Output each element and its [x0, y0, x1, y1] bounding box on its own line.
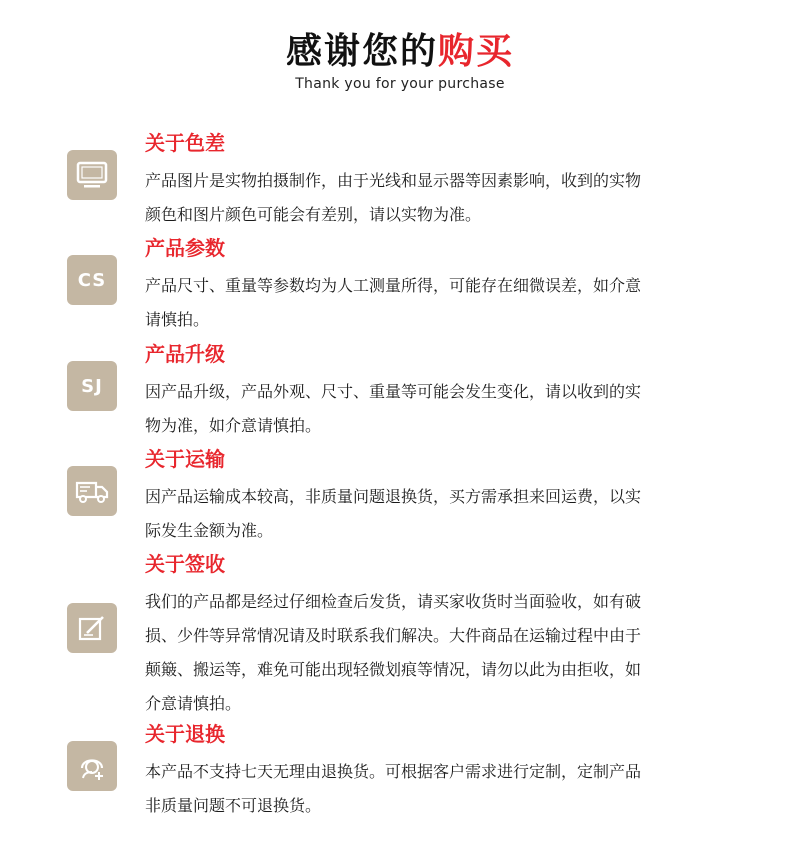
body-line: 本产品不支持七天无理由退换货。可根据客户需求进行定制，定制产品 — [145, 762, 642, 781]
page-title — [0, 30, 800, 74]
body-line: 产品图片是实物拍摄制作，由于光线和显示器等因素影响，收到的实物 — [145, 171, 642, 190]
cs-icon-text: CS — [77, 269, 107, 291]
sj-icon — [67, 361, 117, 411]
page-header — [0, 30, 800, 92]
section-body — [145, 585, 745, 721]
title-part-dark: 感谢您的 — [285, 31, 438, 72]
body-line: 颜色和图片颜色可能会有差别，请以实物为准。 — [145, 205, 482, 224]
section-heading: 关于运输 — [145, 447, 225, 471]
body-line: 我们的产品都是经过仔细检查后发货，请买家收货时当面验收，如有破 — [145, 592, 642, 611]
section-heading: 关于签收 — [145, 552, 225, 576]
page-subtitle: Thank you for your purchase — [295, 76, 505, 92]
title-part-red: 购买 — [438, 31, 515, 72]
section-body — [145, 164, 745, 232]
section-heading: 关于退换 — [145, 722, 225, 746]
section-body — [145, 755, 745, 823]
body-line: 物为准，如介意请慎拍。 — [145, 416, 322, 435]
section-body — [145, 269, 745, 337]
section-body — [145, 375, 745, 443]
body-line: 介意请慎拍。 — [145, 694, 242, 713]
body-line: 请慎拍。 — [145, 310, 210, 329]
body-line: 因产品升级，产品外观、尺寸、重量等可能会发生变化，请以收到的实 — [145, 382, 642, 401]
monitor-icon — [67, 150, 117, 200]
section-heading: 关于色差 — [145, 131, 225, 155]
sign-icon — [67, 603, 117, 653]
section-body — [145, 480, 745, 548]
truck-icon — [67, 466, 117, 516]
cs-icon — [67, 255, 117, 305]
body-line: 产品尺寸、重量等参数均为人工测量所得，可能存在细微误差，如介意 — [145, 276, 642, 295]
body-line: 损、少件等异常情况请及时联系我们解决。大件商品在运输过程中由于 — [145, 626, 642, 645]
sj-icon-text: SJ — [81, 375, 103, 397]
body-line: 颠簸、搬运等，难免可能出现轻微划痕等情况，请勿以此为由拒收，如 — [145, 660, 642, 679]
body-line: 非质量问题不可退换货。 — [145, 796, 322, 815]
section-heading: 产品升级 — [145, 342, 225, 366]
body-line: 因产品运输成本较高，非质量问题退换货，买方需承担来回运费，以实 — [145, 487, 642, 506]
body-line: 际发生金额为准。 — [145, 521, 274, 540]
service-icon — [67, 741, 117, 791]
section-heading: 产品参数 — [145, 236, 225, 260]
